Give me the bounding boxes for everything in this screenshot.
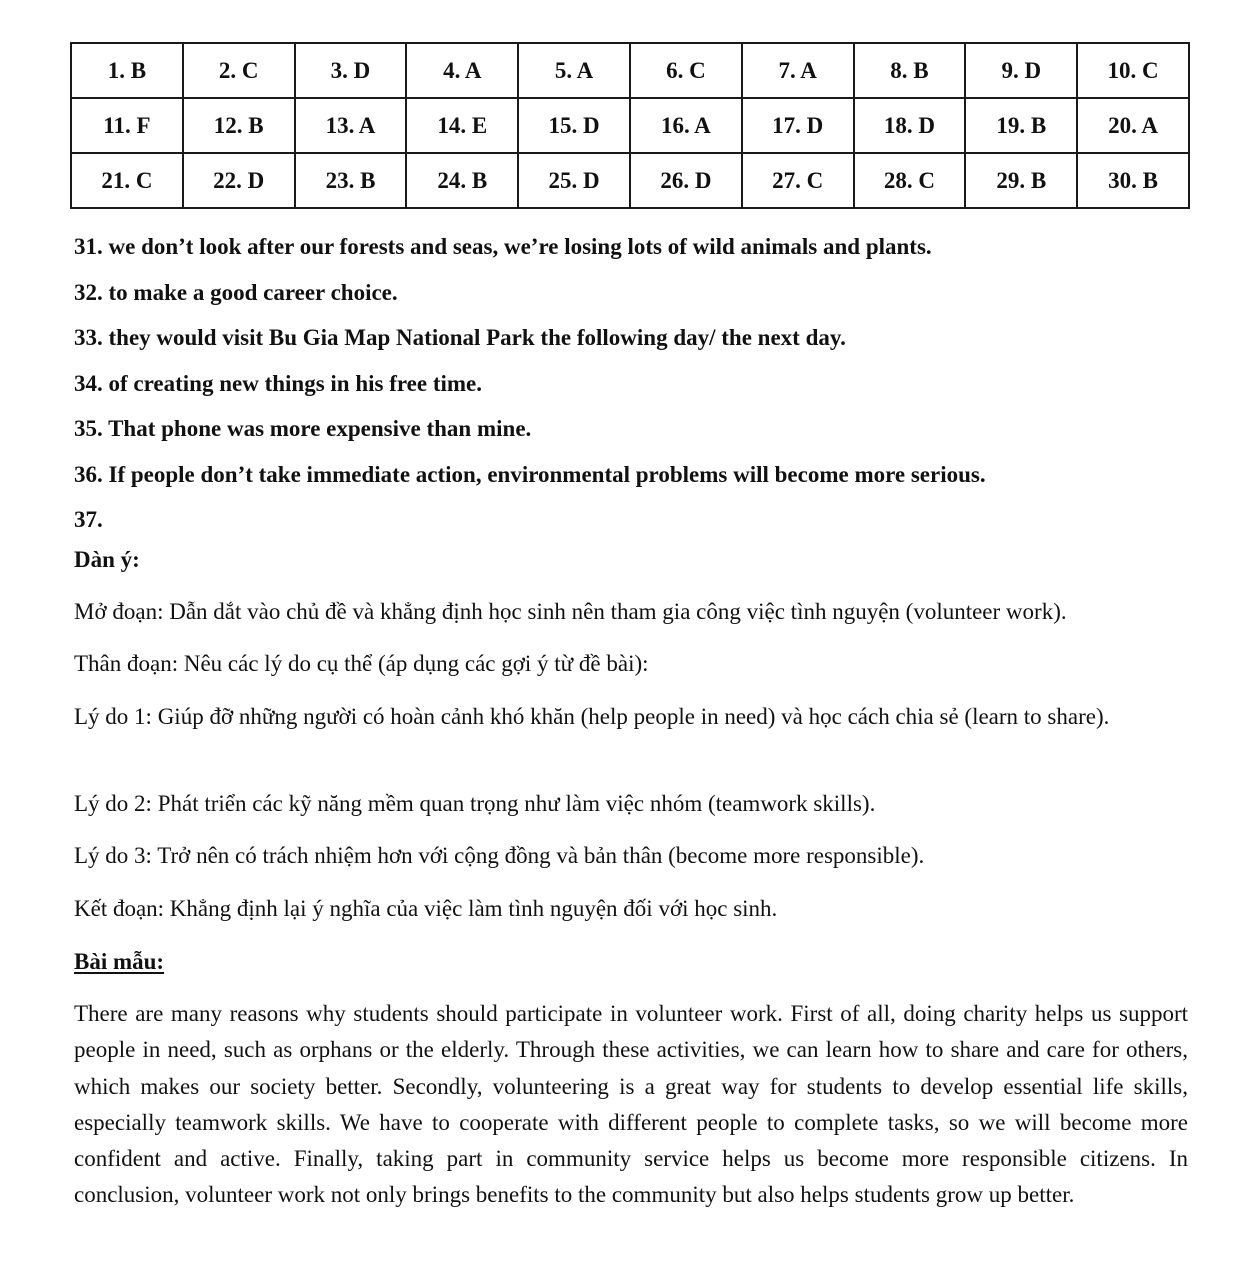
rewrite-answers	[74, 224, 1188, 543]
answer-cell: 8. B	[854, 43, 966, 98]
answer-line: 37.	[74, 507, 103, 532]
answer-line: 33. they would visit Bu Gia Map National Park the following day/ the next day.	[74, 325, 846, 350]
answer-cell: 5. A	[518, 43, 630, 98]
outline-reason-1: Lý do 1: Giúp đỡ những người có hoàn cảnh khó khăn (help people in need) và học cách chia sẻ (learn to share).	[74, 704, 1110, 729]
table-row	[71, 98, 1189, 153]
answer-cell: 12. B	[183, 98, 295, 153]
answer-cell: 1. B	[71, 43, 183, 98]
answer-cell: 23. B	[295, 153, 407, 208]
answer-cell: 22. D	[183, 153, 295, 208]
answer-cell: 6. C	[630, 43, 742, 98]
outline-body-intro: Thân đoạn: Nêu các lý do cụ thể (áp dụng các gợi ý từ đề bài):	[74, 651, 649, 676]
answer-line: 31. we don’t look after our forests and seas, we’re losing lots of wild animals and plants.	[74, 234, 932, 259]
answer-cell: 17. D	[742, 98, 854, 153]
answer-cell: 10. C	[1077, 43, 1189, 98]
answer-cell: 27. C	[742, 153, 854, 208]
answer-cell: 4. A	[406, 43, 518, 98]
outline-reason-2: Lý do 2: Phát triển các kỹ năng mềm quan trọng như làm việc nhóm (teamwork skills).	[74, 791, 876, 816]
answer-line: 32. to make a good career choice.	[74, 279, 398, 305]
answer-cell: 24. B	[406, 153, 518, 208]
outline-intro: Mở đoạn: Dẫn dắt vào chủ đề và khẳng định học sinh nên tham gia công việc tình nguyện (volunteer work).	[74, 599, 1067, 624]
answer-cell: 14. E	[406, 98, 518, 153]
answer-line: 35. That phone was more expensive than mine.	[74, 416, 532, 441]
outline-heading: Dàn ý:	[74, 547, 140, 572]
answer-cell: 15. D	[518, 98, 630, 153]
answer-cell: 29. B	[965, 153, 1077, 208]
answer-cell: 7. A	[742, 43, 854, 98]
sample-heading: Bài mẫu:	[74, 949, 165, 974]
answer-cell: 25. D	[518, 153, 630, 208]
answer-cell: 2. C	[183, 43, 295, 98]
answer-table	[70, 42, 1190, 209]
answer-line: 36. If people don’t take immediate action, environmental problems will become more serious.	[74, 461, 986, 487]
answer-line: 34. of creating new things in his free time.	[74, 370, 483, 396]
table-row	[71, 43, 1189, 98]
answer-cell: 13. A	[295, 98, 407, 153]
answer-cell: 28. C	[854, 153, 966, 208]
sample-paragraph: There are many reasons why students should participate in volunteer work. First of all, doing charity helps us support people in need, such as orphans or the elderly. Through these activities, we can learn how to share and care for others, which makes our society better. Secondly, volunteering is a great way for students to develop essential life skills, especially teamwork skills. We have to cooperate with different people to complete tasks, so we will become more confident and active. Finally, taking part in community service helps us become more responsible citizens. In conclusion, volunteer work not only brings benefits to the community but also helps students grow up better.	[74, 1001, 1188, 1208]
answer-cell: 11. F	[71, 98, 183, 153]
answer-cell: 21. C	[71, 153, 183, 208]
outline-conclusion: Kết đoạn: Khẳng định lại ý nghĩa của việc làm tình nguyện đối với học sinh.	[74, 896, 778, 921]
answer-cell: 19. B	[965, 98, 1077, 153]
answer-cell: 9. D	[965, 43, 1077, 98]
outline-reason-3: Lý do 3: Trở nên có trách nhiệm hơn với cộng đồng và bản thân (become more responsible).	[74, 843, 925, 868]
answer-cell: 26. D	[630, 153, 742, 208]
answer-cell: 30. B	[1077, 153, 1189, 208]
answer-cell: 16. A	[630, 98, 742, 153]
answer-cell: 3. D	[295, 43, 407, 98]
answer-cell: 20. A	[1077, 98, 1189, 153]
table-row	[71, 153, 1189, 208]
answer-cell: 18. D	[854, 98, 966, 153]
